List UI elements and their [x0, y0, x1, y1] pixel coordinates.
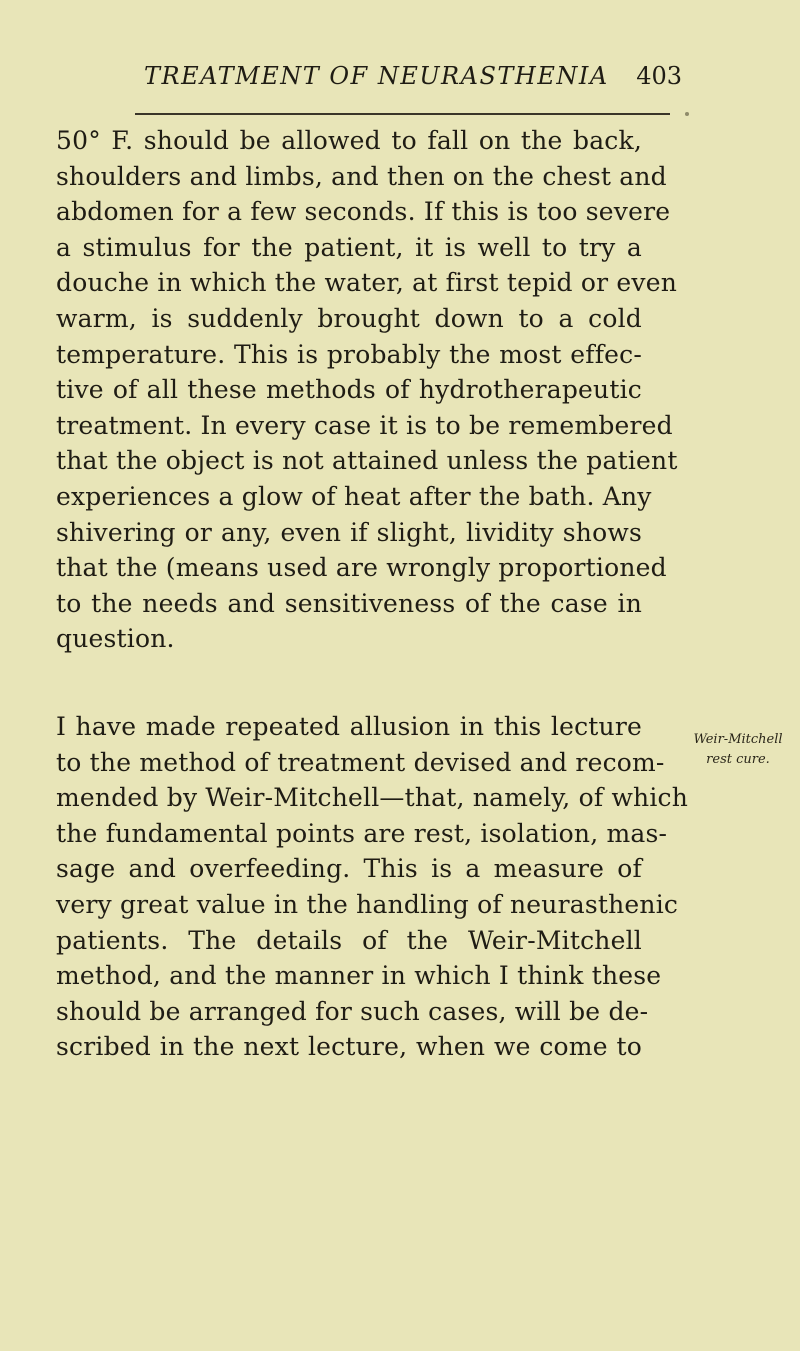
- text-line: patients. The details of the Weir-Mitchell: [56, 925, 642, 955]
- text-line: a stimulus for the patient, it is well to try a: [56, 232, 642, 262]
- text-line: I have made repeated allusion in this lecture: [56, 712, 642, 741]
- text-line: abdomen for a few seconds. If this is too severe: [56, 197, 671, 227]
- sidenote-line: rest cure.: [706, 752, 770, 767]
- margin-sidenote: [680, 730, 796, 770]
- text-line: that the object is not attained unless the patient: [56, 446, 678, 476]
- paragraph-weir-mitchell: [56, 709, 689, 1065]
- text-line: mended by Weir-Mitchell—that, namely, of which: [56, 783, 689, 813]
- text-line: question.: [56, 624, 175, 654]
- page-number: 403: [636, 62, 682, 90]
- rule-mark: [685, 112, 689, 116]
- header-rule: [135, 113, 670, 115]
- text-line: douche in which the water, at first tepid or even: [56, 268, 677, 298]
- text-line: experiences a glow of heat after the bath. Any: [56, 481, 652, 511]
- running-head: TREATMENT OF NEURASTHENIA: [144, 62, 609, 90]
- text-line: shoulders and limbs, and then on the chest and: [56, 161, 667, 191]
- text-line: to the method of treatment devised and recom-: [56, 747, 665, 777]
- text-line: shivering or any, even if slight, lividity shows: [56, 517, 642, 547]
- text-line: 50° F. should be allowed to fall on the back,: [56, 126, 642, 155]
- text-line: treatment. In every case it is to be remembered: [56, 410, 673, 440]
- paragraph-hydrotherapy: [56, 123, 678, 657]
- text-line: scribed in the next lecture, when we come to: [56, 1032, 642, 1062]
- text-line: warm, is suddenly brought down to a cold: [56, 303, 642, 333]
- text-line: to the needs and sensitiveness of the case in: [56, 588, 642, 618]
- page-header: [144, 62, 682, 98]
- text-line: should be arranged for such cases, will be de-: [56, 996, 649, 1026]
- sidenote-line: Weir-Mitchell: [693, 732, 783, 747]
- text-line: tive of all these methods of hydrotherapeutic: [56, 375, 642, 405]
- text-line: the fundamental points are rest, isolation, mas-: [56, 818, 668, 848]
- text-line: method, and the manner in which I think these: [56, 961, 662, 991]
- text-line: that the (means used are wrongly proportioned: [56, 553, 667, 583]
- text-line: sage and overfeeding. This is a measure of: [56, 854, 642, 884]
- text-line: temperature. This is probably the most effec-: [56, 339, 642, 369]
- text-line: very great value in the handling of neurasthenic: [56, 889, 679, 919]
